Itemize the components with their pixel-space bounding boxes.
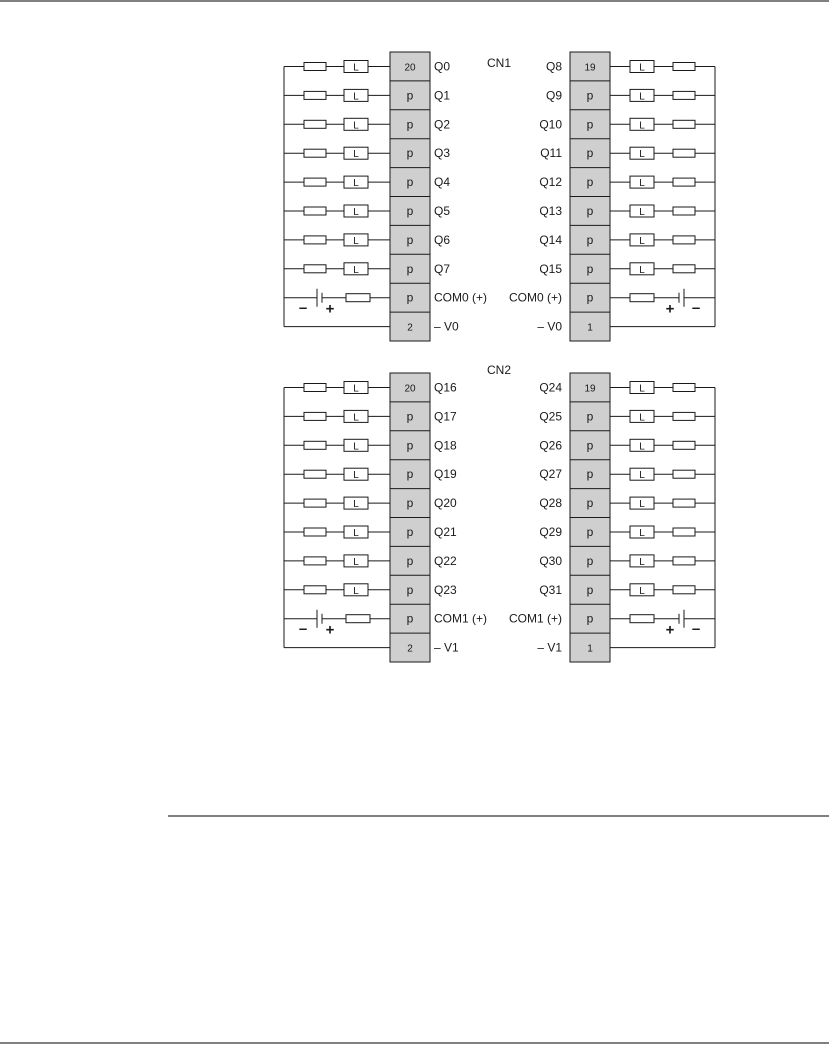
load-label: L xyxy=(353,264,359,276)
load-label: L xyxy=(353,470,359,482)
fuse-symbol xyxy=(304,91,326,99)
terminal-pin: p xyxy=(586,175,594,190)
load-label: L xyxy=(639,178,645,190)
terminal-pin: p xyxy=(586,496,594,511)
signal-label: COM0 (+) xyxy=(434,290,488,305)
load-label: L xyxy=(639,62,645,74)
signal-label: Q7 xyxy=(434,261,451,276)
load-label: L xyxy=(639,235,645,247)
signal-label: Q18 xyxy=(434,438,457,453)
terminal-pin: 19 xyxy=(584,62,596,74)
fuse-symbol xyxy=(304,207,326,215)
terminal-pin: p xyxy=(586,261,594,276)
terminal-pin: 2 xyxy=(407,643,413,655)
terminal-pin: p xyxy=(586,582,594,597)
load-label: L xyxy=(353,412,359,424)
terminal-pin: p xyxy=(586,146,594,161)
terminal-pin: 1 xyxy=(587,643,593,655)
fuse-symbol xyxy=(673,528,695,536)
battery-minus-sign: – xyxy=(298,620,308,638)
battery-plus-sign: + xyxy=(665,300,675,318)
terminal-pin: p xyxy=(406,261,414,276)
terminal-pin: p xyxy=(586,553,594,568)
connector-block-cn1 xyxy=(284,52,715,341)
battery-minus-sign: – xyxy=(298,299,308,317)
load-label: L xyxy=(353,91,359,103)
fuse-symbol xyxy=(673,91,695,99)
connector-block-cn2 xyxy=(284,363,715,662)
signal-label: Q10 xyxy=(539,117,562,132)
load-label: L xyxy=(353,62,359,74)
fuse-symbol xyxy=(304,470,326,478)
signal-label: Q29 xyxy=(539,525,562,539)
fuse-symbol xyxy=(673,178,695,186)
signal-label: Q27 xyxy=(539,467,562,482)
fuse-symbol xyxy=(304,557,326,565)
fuse-symbol xyxy=(304,265,326,273)
signal-label: Q19 xyxy=(434,467,457,482)
terminal-pin: p xyxy=(586,438,594,453)
fuse-symbol xyxy=(673,207,695,215)
battery-plus-sign: + xyxy=(325,621,335,639)
fuse-symbol xyxy=(673,236,695,244)
signal-label: Q0 xyxy=(434,59,451,74)
fuse-symbol xyxy=(304,441,326,449)
fuse-symbol xyxy=(673,120,695,128)
signal-label: Q16 xyxy=(434,380,457,395)
terminal-pin: p xyxy=(406,117,414,132)
load-label: L xyxy=(353,383,359,395)
fuse-symbol xyxy=(630,615,654,623)
signal-label: Q15 xyxy=(539,261,562,276)
signal-label: Q28 xyxy=(539,496,562,511)
battery-minus-sign: – xyxy=(691,299,701,317)
terminal-pin: p xyxy=(406,496,414,511)
load-label: L xyxy=(353,149,359,161)
load-label: L xyxy=(639,470,645,482)
signal-label: Q26 xyxy=(539,438,562,453)
load-label: L xyxy=(353,528,359,539)
load-label: L xyxy=(353,556,359,568)
fuse-symbol xyxy=(304,528,326,536)
terminal-pin: p xyxy=(406,611,414,626)
terminal-pin: p xyxy=(406,232,414,247)
fuse-symbol xyxy=(673,499,695,507)
load-label: L xyxy=(353,499,359,511)
terminal-pin: p xyxy=(406,88,414,103)
signal-label: Q31 xyxy=(539,582,562,597)
fuse-symbol xyxy=(673,265,695,273)
signal-label: Q23 xyxy=(434,582,457,597)
load-label: L xyxy=(639,264,645,276)
signal-label: Q14 xyxy=(539,232,562,247)
signal-label: Q25 xyxy=(539,409,562,424)
terminal-pin: p xyxy=(406,409,414,424)
terminal-pin: p xyxy=(586,467,594,482)
fuse-symbol xyxy=(673,441,695,449)
signal-label: Q3 xyxy=(434,146,451,161)
signal-label: Q24 xyxy=(539,380,562,395)
battery-minus-sign: – xyxy=(691,620,701,638)
terminal-pin: p xyxy=(586,232,594,247)
signal-label: Q11 xyxy=(540,146,562,161)
terminal-pin: p xyxy=(406,582,414,597)
terminal-pin: p xyxy=(586,88,594,103)
load-label: L xyxy=(353,441,359,453)
signal-label: Q5 xyxy=(434,204,451,218)
load-label: L xyxy=(639,412,645,424)
terminal-pin: p xyxy=(406,146,414,161)
terminal-pin: 20 xyxy=(404,383,416,395)
signal-label: Q20 xyxy=(434,496,457,511)
fuse-symbol xyxy=(304,236,326,244)
terminal-pin: p xyxy=(406,438,414,453)
fuse-symbol xyxy=(304,384,326,392)
load-label: L xyxy=(639,120,645,132)
terminal-pin: p xyxy=(586,409,594,424)
signal-label: Q6 xyxy=(434,232,451,247)
signal-label: Q17 xyxy=(434,409,457,424)
fuse-symbol xyxy=(304,63,326,71)
signal-label: – V0 xyxy=(537,319,562,334)
terminal-pin: p xyxy=(586,204,594,218)
terminal-pin: p xyxy=(406,290,414,305)
load-label: L xyxy=(639,91,645,103)
terminal-pin: 20 xyxy=(404,62,416,74)
load-label: L xyxy=(353,235,359,247)
fuse-symbol xyxy=(304,499,326,507)
signal-label: – V1 xyxy=(434,640,459,655)
fuse-symbol xyxy=(673,384,695,392)
fuse-symbol xyxy=(304,120,326,128)
signal-label: Q1 xyxy=(434,88,451,103)
fuse-symbol xyxy=(673,586,695,594)
fuse-symbol xyxy=(304,586,326,594)
terminal-pin: p xyxy=(586,117,594,132)
terminal-pin: p xyxy=(586,611,594,626)
signal-label: – V0 xyxy=(434,319,459,334)
connector-wiring xyxy=(284,52,715,662)
fuse-symbol xyxy=(304,412,326,420)
terminal-pin: 2 xyxy=(407,322,413,334)
load-label: L xyxy=(639,441,645,453)
signal-label: Q12 xyxy=(539,175,562,190)
signal-label: Q9 xyxy=(545,88,562,103)
terminal-pin: p xyxy=(586,525,594,539)
signal-label: Q13 xyxy=(539,204,562,218)
fuse-symbol xyxy=(673,470,695,478)
signal-label: – V1 xyxy=(537,640,562,655)
connector-title: CN1 xyxy=(486,56,512,70)
signal-label: Q21 xyxy=(434,525,457,539)
signal-label: Q8 xyxy=(545,59,562,74)
terminal-pin: p xyxy=(586,290,594,305)
fuse-symbol xyxy=(673,63,695,71)
fuse-symbol xyxy=(673,557,695,565)
battery-plus-sign: + xyxy=(665,621,675,639)
battery-plus-sign: + xyxy=(325,300,335,318)
fuse-symbol xyxy=(630,294,654,302)
terminal-pin: 19 xyxy=(584,383,596,395)
load-label: L xyxy=(353,207,359,218)
load-label: L xyxy=(639,585,645,597)
connector-title: CN2 xyxy=(486,363,512,377)
load-label: L xyxy=(353,585,359,597)
signal-label: COM1 (+) xyxy=(434,611,488,626)
signal-label: Q30 xyxy=(539,553,562,568)
terminal-pin: p xyxy=(406,525,414,539)
signal-label: Q22 xyxy=(434,553,457,568)
load-label: L xyxy=(353,178,359,190)
signal-label: Q2 xyxy=(434,117,451,132)
signal-label: Q4 xyxy=(434,175,451,190)
terminal-pin: p xyxy=(406,553,414,568)
fuse-symbol xyxy=(304,178,326,186)
terminal-pin: p xyxy=(406,204,414,218)
load-label: L xyxy=(639,149,645,161)
load-label: L xyxy=(353,120,359,132)
load-label: L xyxy=(639,383,645,395)
load-label: L xyxy=(639,528,645,539)
fuse-symbol xyxy=(673,149,695,157)
fuse-symbol xyxy=(346,294,370,302)
fuse-symbol xyxy=(346,615,370,623)
load-label: L xyxy=(639,207,645,218)
terminal-pin: p xyxy=(406,467,414,482)
fuse-symbol xyxy=(304,149,326,157)
load-label: L xyxy=(639,556,645,568)
load-label: L xyxy=(639,499,645,511)
terminal-pin: 1 xyxy=(587,322,593,334)
signal-label: COM0 (+) xyxy=(508,290,562,305)
signal-label: COM1 (+) xyxy=(508,611,562,626)
fuse-symbol xyxy=(673,412,695,420)
terminal-pin: p xyxy=(406,175,414,190)
